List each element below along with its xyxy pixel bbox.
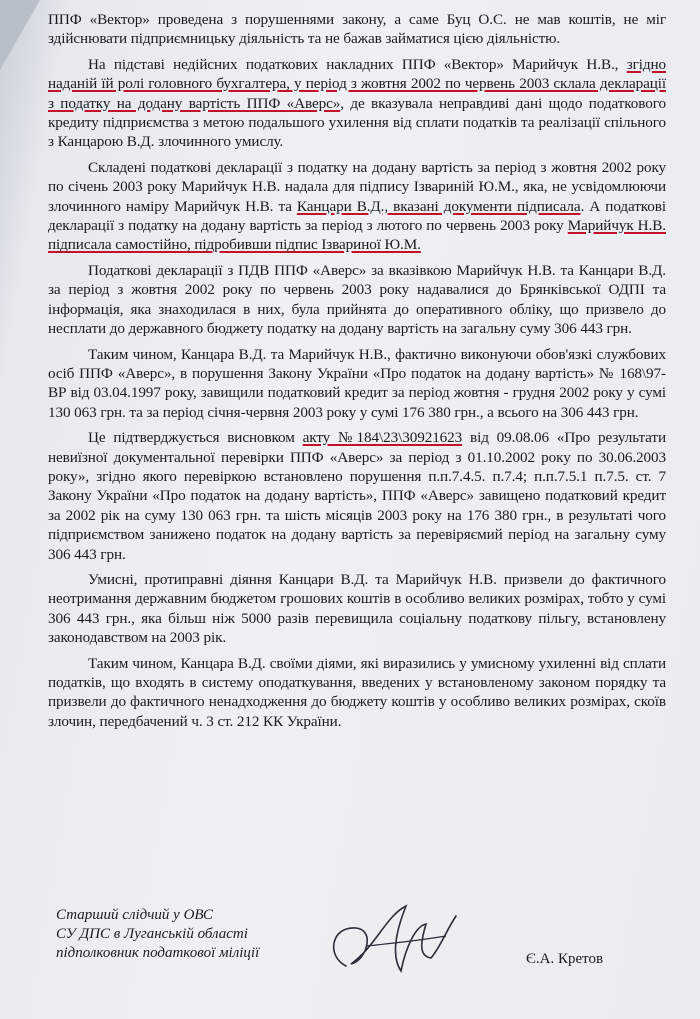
underlined-text: акту №184\23\30921623 bbox=[302, 429, 463, 447]
text-run: ППФ «Вектор» проведена з порушеннями закону, а саме Буц О.С. не мав коштів, не міг здійснювати підприємницьку діяльність та не бажав займатися цією діяльністю. bbox=[48, 11, 666, 48]
paragraph bbox=[48, 345, 666, 423]
underlined-text: Марийчук Н.В. підписала самостійно, підробивши підпис Ізвариної Ю.М. bbox=[48, 217, 666, 254]
signer-position-line3: підполковник податкової міліції bbox=[56, 945, 260, 961]
text-run: , де вказувала неправдиві дані щодо податкового кредиту підприємства з метою подальшого ухилення від сплати податків та реалізації спільного з Канцарою В.Д. злочинного умислу. bbox=[48, 94, 666, 151]
signature-block bbox=[56, 906, 666, 996]
paragraph bbox=[48, 10, 666, 49]
text-run: . А податкові декларації з податку на додану вартість за період з лютого по червень 2003 року bbox=[48, 197, 666, 235]
text-run: Умисні, протиправні діяння Канцари В.Д. та Марийчук Н.В. призвели до фактичного неотримання державним бюджетом грошових коштів в особливо великих розмірах, тобто у сумі 306 443 грн., яка більш ніж 5000 разів перевищила соціальну податкову пільгу, встановлену законодавством на 2003 рік. bbox=[48, 570, 666, 647]
folded-corner bbox=[0, 0, 40, 70]
paragraph bbox=[48, 55, 666, 152]
underlined-text: згідно наданій їй ролі головного бухгалтера, у період з жовтня 2002 по червень 2003 склала декларації з податку на додану вартість ППФ «Аверс» bbox=[48, 55, 666, 112]
handwritten-signature bbox=[306, 886, 476, 996]
document-body bbox=[48, 10, 666, 731]
text-run: Складені податкові декларації з податку на додану вартість за період з жовтня 2002 року по січень 2003 року Марийчук Н.В. надала для підпису Ізвариній Ю.М., яка, не усвідомлюючи злочинного наміру Марийчук Н.В. та bbox=[48, 158, 666, 215]
signer-position-line1: Старший слідчий у ОВС bbox=[56, 907, 213, 923]
paragraph bbox=[48, 261, 666, 339]
paragraph bbox=[48, 570, 666, 648]
text-run: Таким чином, Канцара В.Д. та Марийчук Н.В., фактично виконуючи обов'язкі службових осіб ППФ «Аверс», в порушення Закону України «Про податок на додану вартість» № 168\97-ВР від 03.04.1997 року, завищили податковий кредит за період жовтня - грудня 2002 року у сумі 130 063 грн. та за період січня-червня 2003 року у сумі 176 380 грн., а всього на 306 443 грн. bbox=[48, 345, 666, 421]
paragraph bbox=[48, 428, 666, 564]
text-run: На підставі недійсних податкових накладних ППФ «Вектор» Марийчук Н.В., bbox=[88, 55, 627, 73]
signer-position-line2: СУ ДПС в Луганській області bbox=[56, 926, 248, 942]
signer-name: Є.А. Кретов bbox=[526, 951, 604, 967]
text-run: Таким чином, Канцара В.Д. своїми діями, які виразились у умисному ухиленні від сплати податків, що входять в систему оподаткування, введених у встановленому законом порядку та призвели до фактичного ненадходження до бюджету коштів у особливо великих розмірах, скоїв злочин, передбачений ч. 3 ст. 212 КК України. bbox=[48, 654, 666, 730]
paragraph bbox=[48, 654, 666, 732]
text-run: Податкові декларації з ПДВ ППФ «Аверс» за вказівкою Марийчук Н.В. та Канцари В.Д. за період з жовтня 2002 року по червень 2003 року надавалися до Брянківської ОДПІ та інформація, яка знаходилася в них, була прийнята до оперативного обліку, що призвело до несплати до державного бюджету податку на додану вартість на загальну суму 306 443 грн. bbox=[48, 261, 666, 338]
text-run: від 09.08.06 «Про результати невиїзної документальної перевірки ППФ «Аверс» за період з 01.10.2002 року по 30.06.2003 року», згідно якого перевіркою встановлено порушення п.п.7.4.5. п.7.4; п.п.7.5.1 п.7.5. ст. 7 Закону України «Про податок на додану вартість», ППФ «Аверс» завищено податковий кредит за 2002 рік на суму 130 063 грн. та шість місяців 2003 року на 176 380 грн., в результаті чого підприємством занижено податок на додану вартість за перевіряємий період на загальну суму 306 443 грн. bbox=[48, 429, 666, 563]
underlined-text: Канцари В.Д., вказані документи підписала bbox=[296, 197, 581, 215]
paragraph bbox=[48, 158, 666, 255]
text-run: Це підтверджується висновком bbox=[88, 429, 303, 447]
